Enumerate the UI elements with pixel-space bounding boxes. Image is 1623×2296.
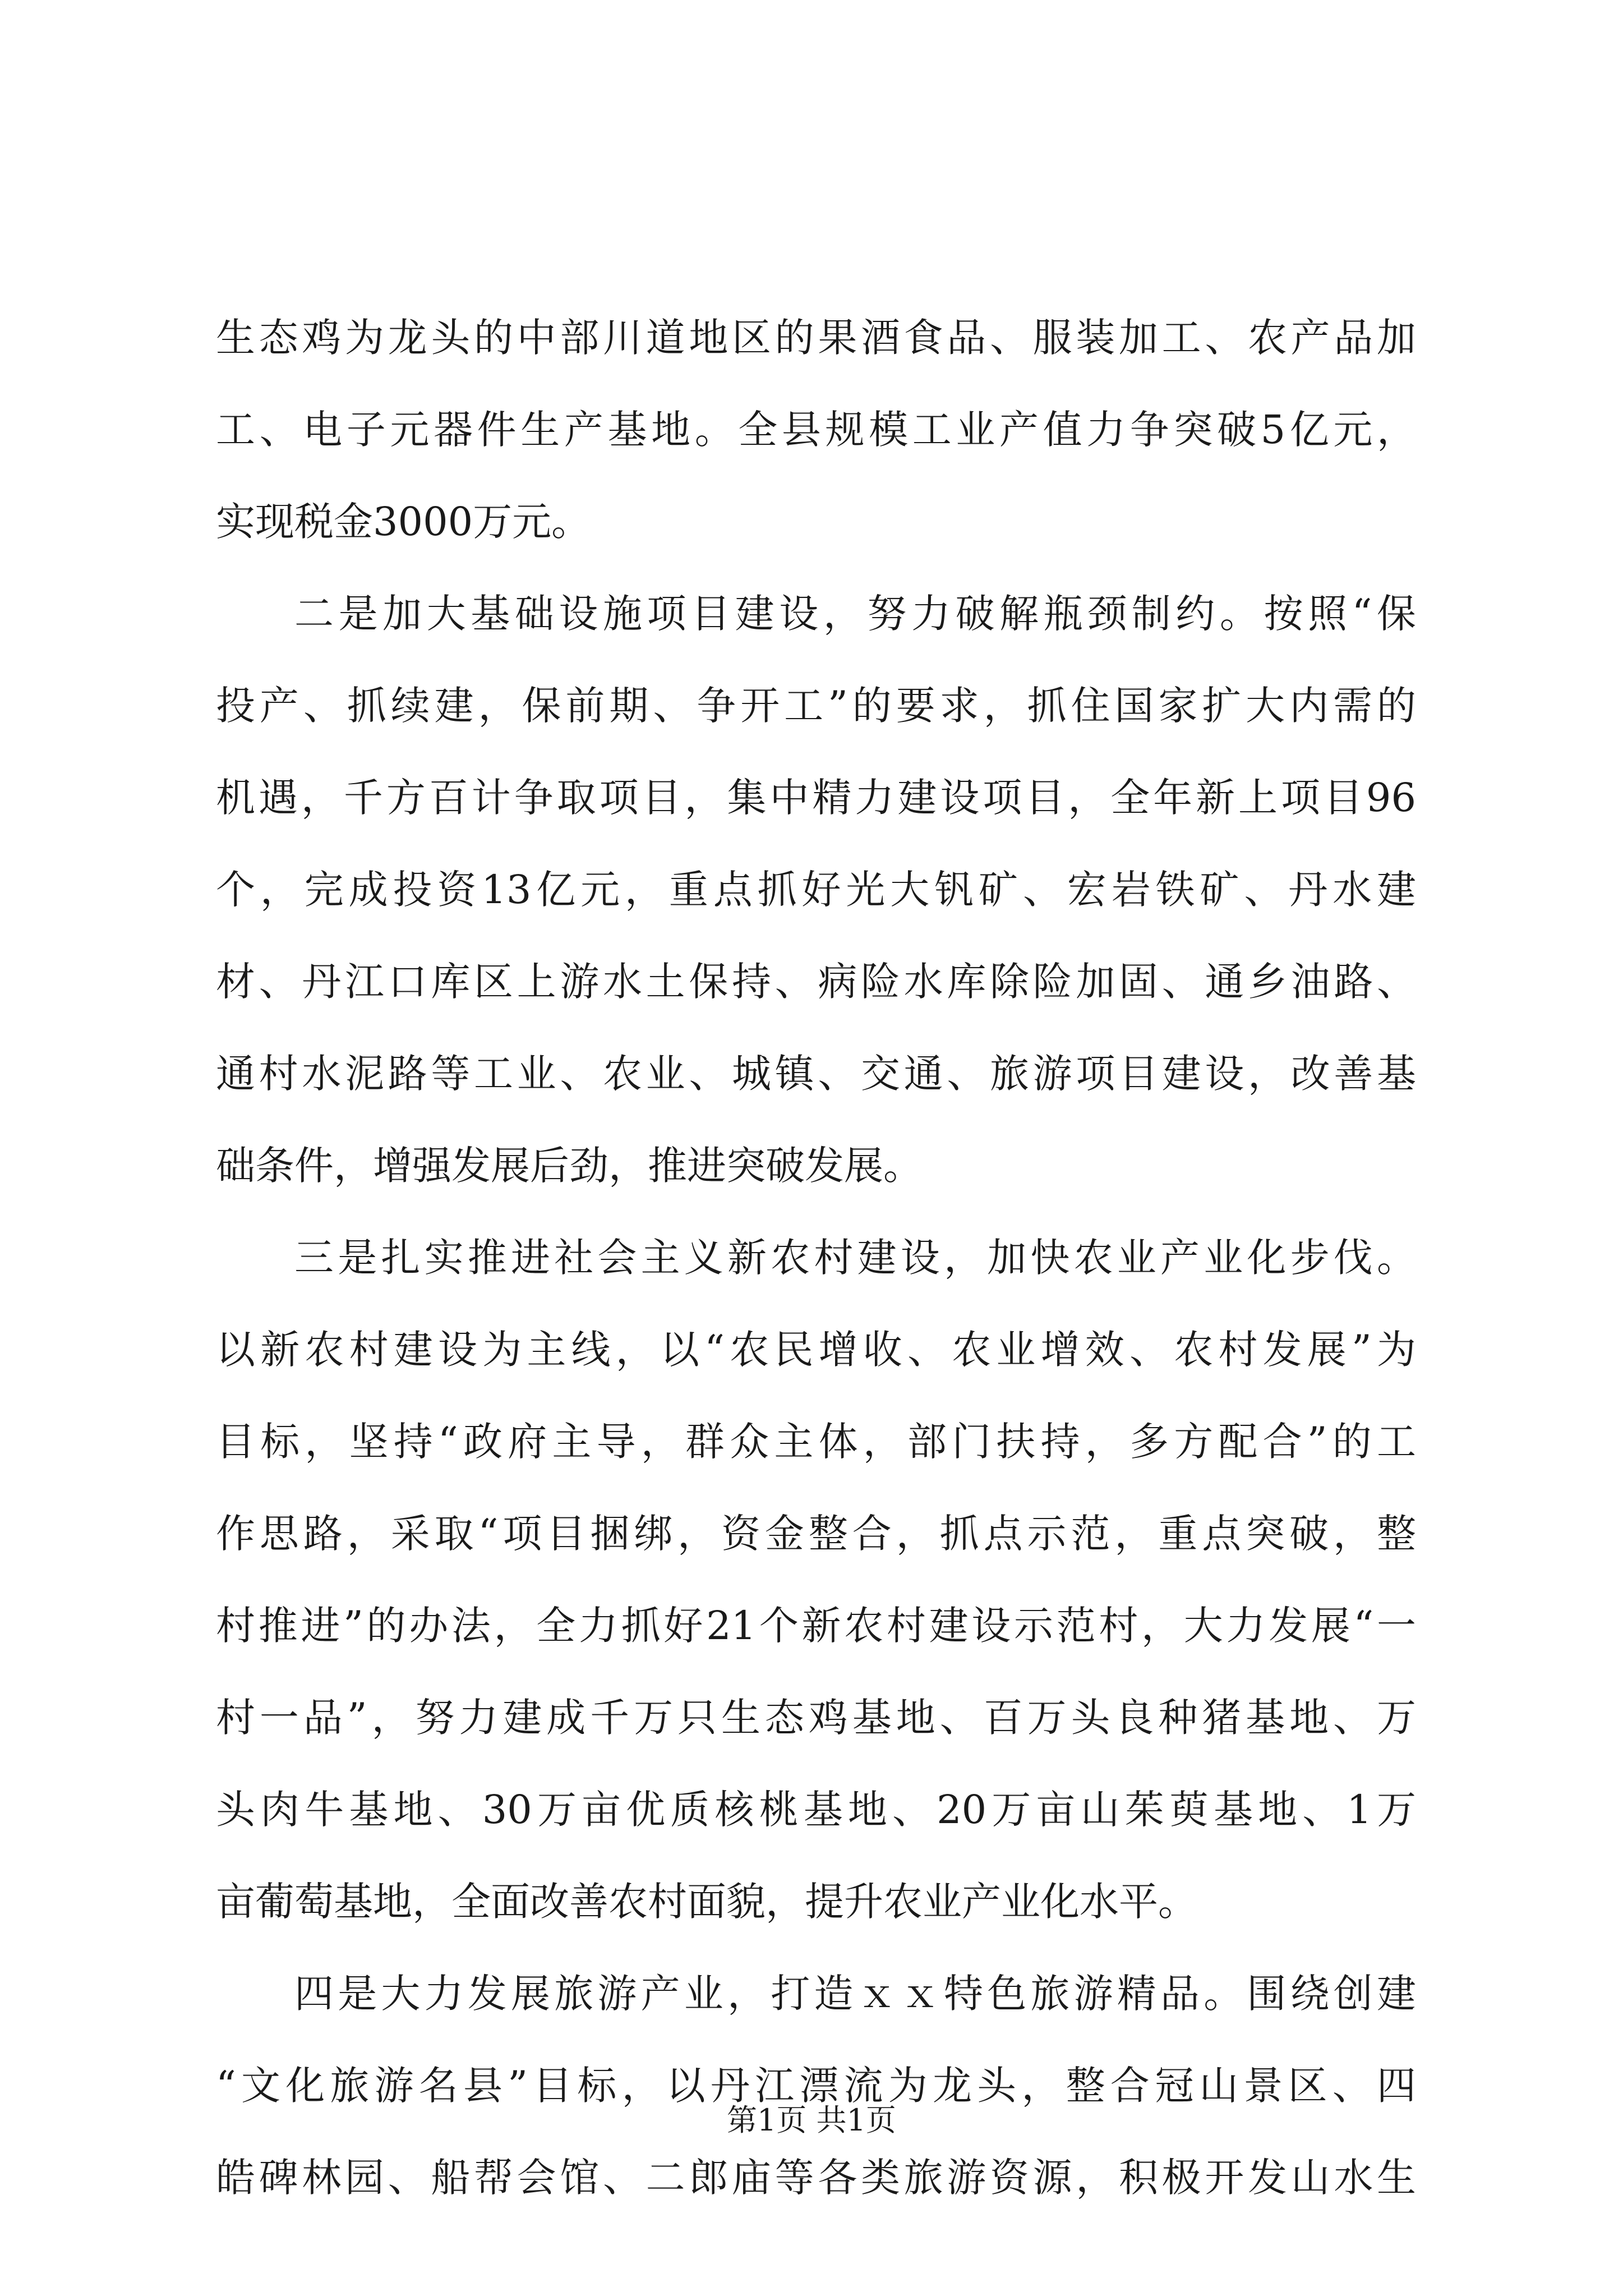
text-line: 以新农村建设为主线，以“农民增收、农业增效、农村发展”为 <box>216 1327 1416 1373</box>
text-line: 材、丹江口库区上游水土保持、病险水库除险加固、通乡油路、 <box>216 959 1416 1005</box>
text-line: 村推进”的办法，全力抓好21个新农村建设示范村，大力发展“一 <box>216 1603 1416 1649</box>
text-line: 二是加大基础设施项目建设，努力破解瓶颈制约。按照“保 <box>294 591 1416 637</box>
text-line: 皓碑林园、船帮会馆、二郎庙等各类旅游资源，积极开发山水生 <box>216 2155 1416 2201</box>
text-line: 三是扎实推进社会主义新农村建设，加快农业产业化步伐。 <box>294 1235 1416 1281</box>
text-line: 机遇，千方百计争取项目，集中精力建设项目，全年新上项目96 <box>216 775 1416 821</box>
text-line: 实现税金3000万元。 <box>216 499 591 545</box>
document-body <box>216 292 1416 2224</box>
text-line: 投产、抓续建，保前期、争开工”的要求，抓住国家扩大内需的 <box>216 683 1416 729</box>
text-line: 生态鸡为龙头的中部川道地区的果酒食品、服装加工、农产品加 <box>216 315 1416 361</box>
text-line: 工、电子元器件生产基地。全县规模工业产值力争突破5亿元， <box>216 407 1416 453</box>
text-line: 村一品”，努力建成千万只生态鸡基地、百万头良种猪基地、万 <box>216 1695 1416 1741</box>
text-line: “文化旅游名县”目标，以丹江漂流为龙头，整合冠山景区、四 <box>216 2063 1416 2109</box>
text-line: 目标，坚持“政府主导，群众主体，部门扶持，多方配合”的工 <box>216 1419 1416 1465</box>
text-line: 四是大力发展旅游产业，打造ｘｘ特色旅游精品。围绕创建 <box>294 1971 1416 2017</box>
page-footer: 第1页 共1页 <box>727 2102 896 2138</box>
text-line: 础条件，增强发展后劲，推进突破发展。 <box>216 1143 923 1189</box>
text-line: 亩葡萄基地，全面改善农村面貌，提升农业产业化水平。 <box>216 1879 1197 1925</box>
text-line: 个，完成投资13亿元，重点抓好光大钒矿、宏岩铁矿、丹水建 <box>216 867 1416 913</box>
text-line: 通村水泥路等工业、农业、城镇、交通、旅游项目建设，改善基 <box>216 1051 1416 1097</box>
text-line: 头肉牛基地、30万亩优质核桃基地、20万亩山茱萸基地、1万 <box>216 1787 1416 1833</box>
text-line: 作思路，采取“项目捆绑，资金整合，抓点示范，重点突破，整 <box>216 1511 1416 1557</box>
